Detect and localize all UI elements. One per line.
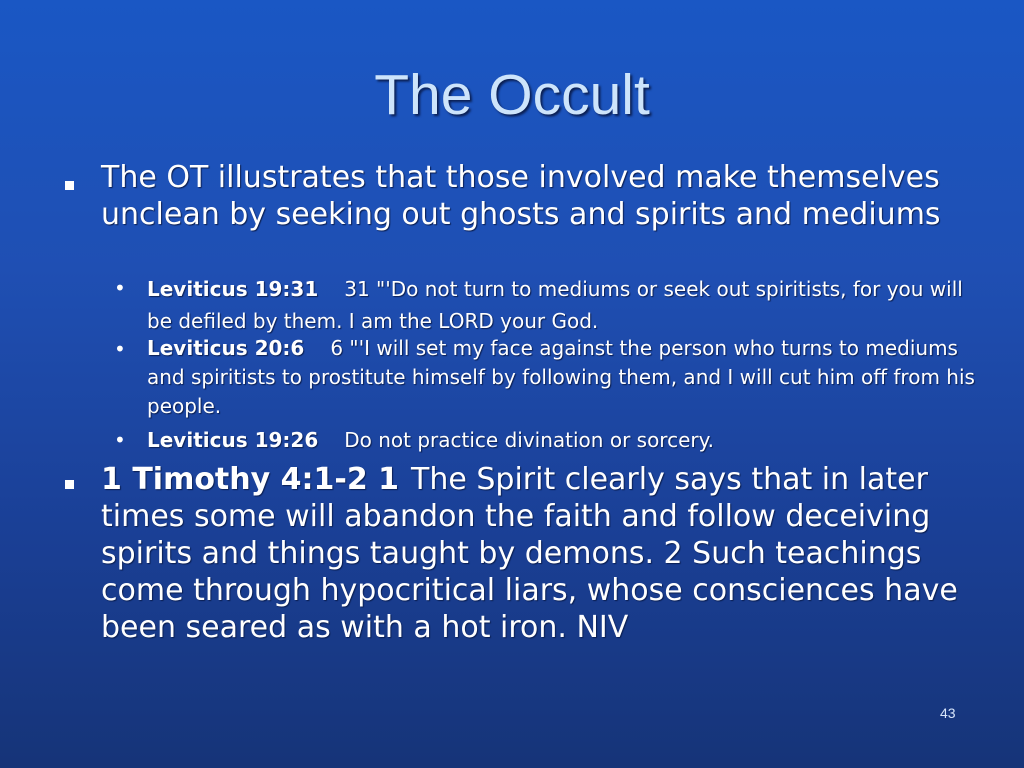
sub-bullet-2-reference: Leviticus 20:6 [147, 336, 305, 360]
sub-bullet-1-text: 31 "'Do not turn to mediums or seek out spiritists, for you will be defiled by them. I am the LORD your God. [147, 277, 963, 333]
round-bullet-icon: • [114, 428, 126, 452]
bullet-1-text: The OT illustrates that those involved make themselves unclean by seeking out ghosts and spirits and mediums [101, 160, 941, 232]
slide-title: The Occult [374, 63, 650, 127]
round-bullet-icon: • [114, 276, 126, 300]
sub-bullet-2 [147, 334, 977, 421]
round-bullet-icon: • [114, 337, 126, 361]
bullet-2-text: The Spirit clearly says that in later times some will abandon the faith and follow deceiving spirits and things taught by demons. 2 Such teachings come through hypocritical liars, whose consciences have been seared as with a hot iron. NIV [101, 462, 958, 645]
sub-bullet-1-reference: Leviticus 19:31 [147, 277, 319, 301]
bullet-2-reference: 1 Timothy 4:1-2 1 [101, 462, 400, 497]
sub-bullet-2-text: 6 "'I will set my face against the person who turns to mediums and spiritists to prostitute himself by following them, and I will cut him off from his people. [147, 336, 975, 418]
sub-bullet-3-reference: Leviticus 19:26 [147, 428, 319, 452]
sub-bullet-3-text: Do not practice divination or sorcery. [344, 428, 714, 452]
page-number: 43 [940, 705, 956, 721]
square-bullet-icon [65, 480, 74, 489]
square-bullet-icon [65, 181, 74, 190]
sub-bullet-3 [147, 425, 977, 455]
bullet-2 [101, 461, 971, 646]
sub-bullet-1 [147, 273, 977, 337]
